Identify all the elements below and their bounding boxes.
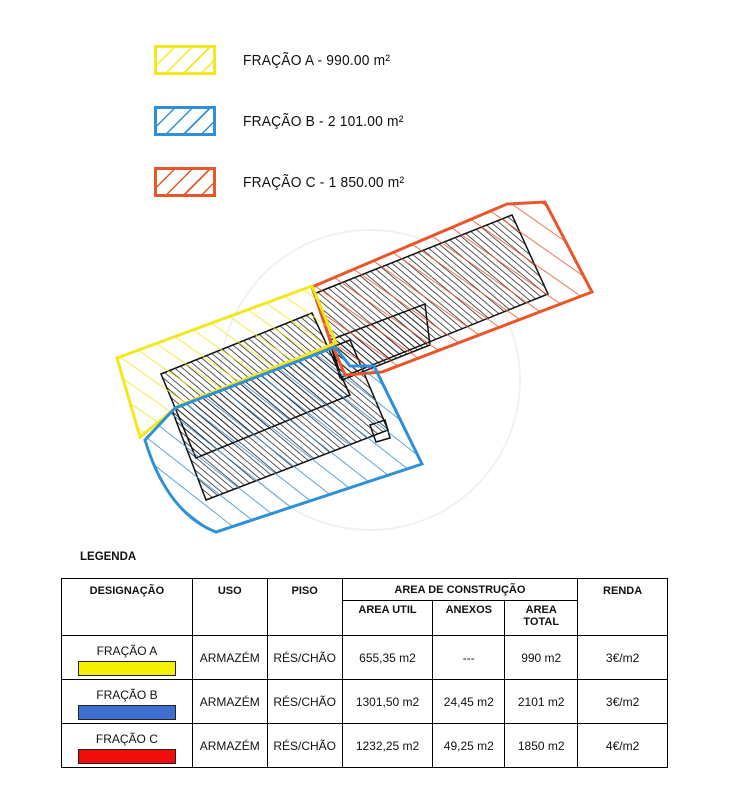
header-uso: USO	[192, 579, 267, 636]
legend-label-fracao-c: FRAÇÃO C - 1 850.00 m²	[243, 173, 405, 191]
designacao-cell	[62, 636, 193, 680]
header-area-util: AREA UTIL	[342, 601, 433, 636]
uso-cell: ARMAZÉM	[192, 636, 267, 680]
header-piso: PISO	[267, 579, 342, 636]
fracao-name: FRAÇÃO A	[96, 643, 158, 658]
header-area-construcao: AREA DE CONSTRUÇÃO	[342, 579, 578, 601]
uso-cell: ARMAZÉM	[192, 724, 267, 768]
area-util-cell: 1232,25 m2	[342, 724, 433, 768]
header-renda: RENDA	[578, 579, 668, 636]
fracao-color-bar	[78, 661, 176, 676]
fracao-color-bar	[78, 705, 176, 720]
renda-cell: 3€/m2	[578, 636, 668, 680]
area-total-cell: 1850 m2	[505, 724, 578, 768]
area-total-cell: 990 m2	[505, 636, 578, 680]
anexos-cell: 49,25 m2	[433, 724, 505, 768]
area-util-cell: 1301,50 m2	[342, 680, 433, 724]
legend-label-fracao-a: FRAÇÃO A - 990.00 m²	[243, 51, 391, 69]
piso-cell: RÉS/CHÃO	[267, 680, 342, 724]
table-row	[62, 636, 668, 680]
piso-cell: RÉS/CHÃO	[267, 636, 342, 680]
designacao-cell	[62, 724, 193, 768]
anexos-cell: ---	[433, 636, 505, 680]
header-anexos: ANEXOS	[433, 601, 505, 636]
fracao-c-area	[312, 202, 592, 375]
legenda-title: LEGENDA	[80, 551, 137, 563]
header-area-total: AREA TOTAL	[505, 601, 578, 636]
fracao-color-bar	[78, 749, 176, 764]
legend-label-fracao-b: FRAÇÃO B - 2 101.00 m²	[243, 112, 404, 130]
table-row	[62, 724, 668, 768]
designacao-cell	[62, 680, 193, 724]
area-util-cell: 655,35 m2	[342, 636, 433, 680]
piso-cell: RÉS/CHÃO	[267, 724, 342, 768]
fracao-name: FRAÇÃO B	[96, 687, 158, 702]
renda-cell: 3€/m2	[578, 680, 668, 724]
area-table	[61, 578, 668, 768]
renda-cell: 4€/m2	[578, 724, 668, 768]
table-row	[62, 680, 668, 724]
anexos-cell: 24,45 m2	[433, 680, 505, 724]
area-total-cell: 2101 m2	[505, 680, 578, 724]
header-designacao: DESIGNAÇÃO	[62, 579, 193, 636]
fracao-name: FRAÇÃO C	[95, 731, 158, 746]
uso-cell: ARMAZÉM	[192, 680, 267, 724]
